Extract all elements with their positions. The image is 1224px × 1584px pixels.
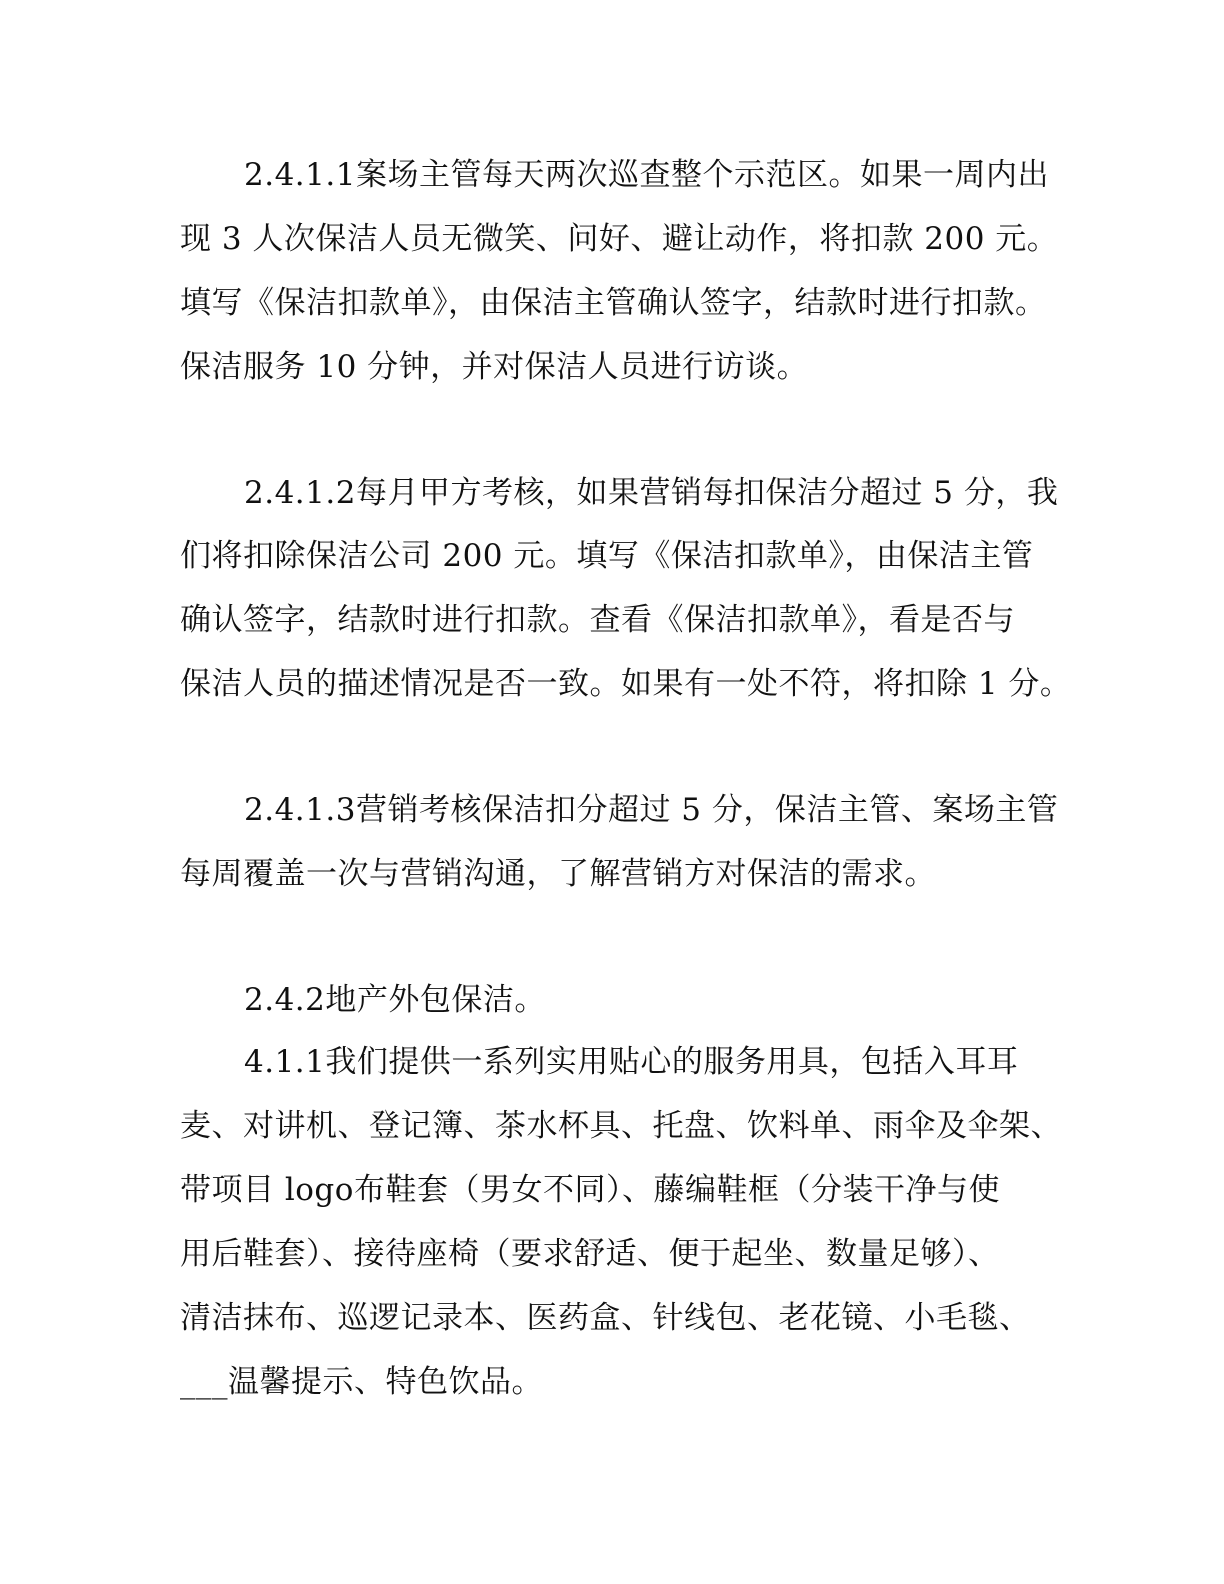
paragraph-5-line-3: 带项目 logo布鞋套（男女不同）、藤编鞋框（分装干净与使 <box>180 1172 1000 1208</box>
paragraph-2-line-4: 保洁人员的描述情况是否一致。如果有一处不符，将扣除 1 分。 <box>180 666 1072 702</box>
paragraph-4-line-1: 2.4.2地产外包保洁。 <box>244 982 546 1018</box>
paragraph-2-line-3: 确认签字，结款时进行扣款。查看《保洁扣款单》，看是否与 <box>180 602 1015 638</box>
paragraph-5-line-5: 清洁抹布、巡逻记录本、医药盒、针线包、老花镜、小毛毯、 <box>180 1300 1031 1336</box>
paragraph-5-line-6: ___温馨提示、特色饮品。 <box>180 1364 543 1400</box>
paragraph-1-line-4: 保洁服务 10 分钟，并对保洁人员进行访谈。 <box>180 349 809 385</box>
paragraph-5-line-2: 麦、对讲机、登记簿、茶水杯具、托盘、饮料单、雨伞及伞架、 <box>180 1108 1062 1144</box>
paragraph-1-line-3: 填写《保洁扣款单》，由保洁主管确认签字，结款时进行扣款。 <box>180 285 1047 321</box>
paragraph-1-line-1: 2.4.1.1案场主管每天两次巡查整个示范区。如果一周内出 <box>244 157 1049 193</box>
paragraph-5-line-4: 用后鞋套）、接待座椅（要求舒适、便于起坐、数量足够）、 <box>180 1236 1000 1272</box>
paragraph-3-line-1: 2.4.1.3营销考核保洁扣分超过 5 分，保洁主管、案场主管 <box>244 792 1059 828</box>
paragraph-1-line-2: 现 3 人次保洁人员无微笑、问好、避让动作，将扣款 200 元。 <box>180 221 1059 257</box>
paragraph-2-line-2: 们将扣除保洁公司 200 元。填写《保洁扣款单》，由保洁主管 <box>180 538 1034 574</box>
paragraph-5-line-1: 4.1.1我们提供一系列实用贴心的服务用具，包括入耳耳 <box>244 1044 1019 1080</box>
paragraph-2-line-1: 2.4.1.2每月甲方考核，如果营销每扣保洁分超过 5 分，我 <box>244 475 1059 511</box>
paragraph-3-line-2: 每周覆盖一次与营销沟通，了解营销方对保洁的需求。 <box>180 856 936 892</box>
